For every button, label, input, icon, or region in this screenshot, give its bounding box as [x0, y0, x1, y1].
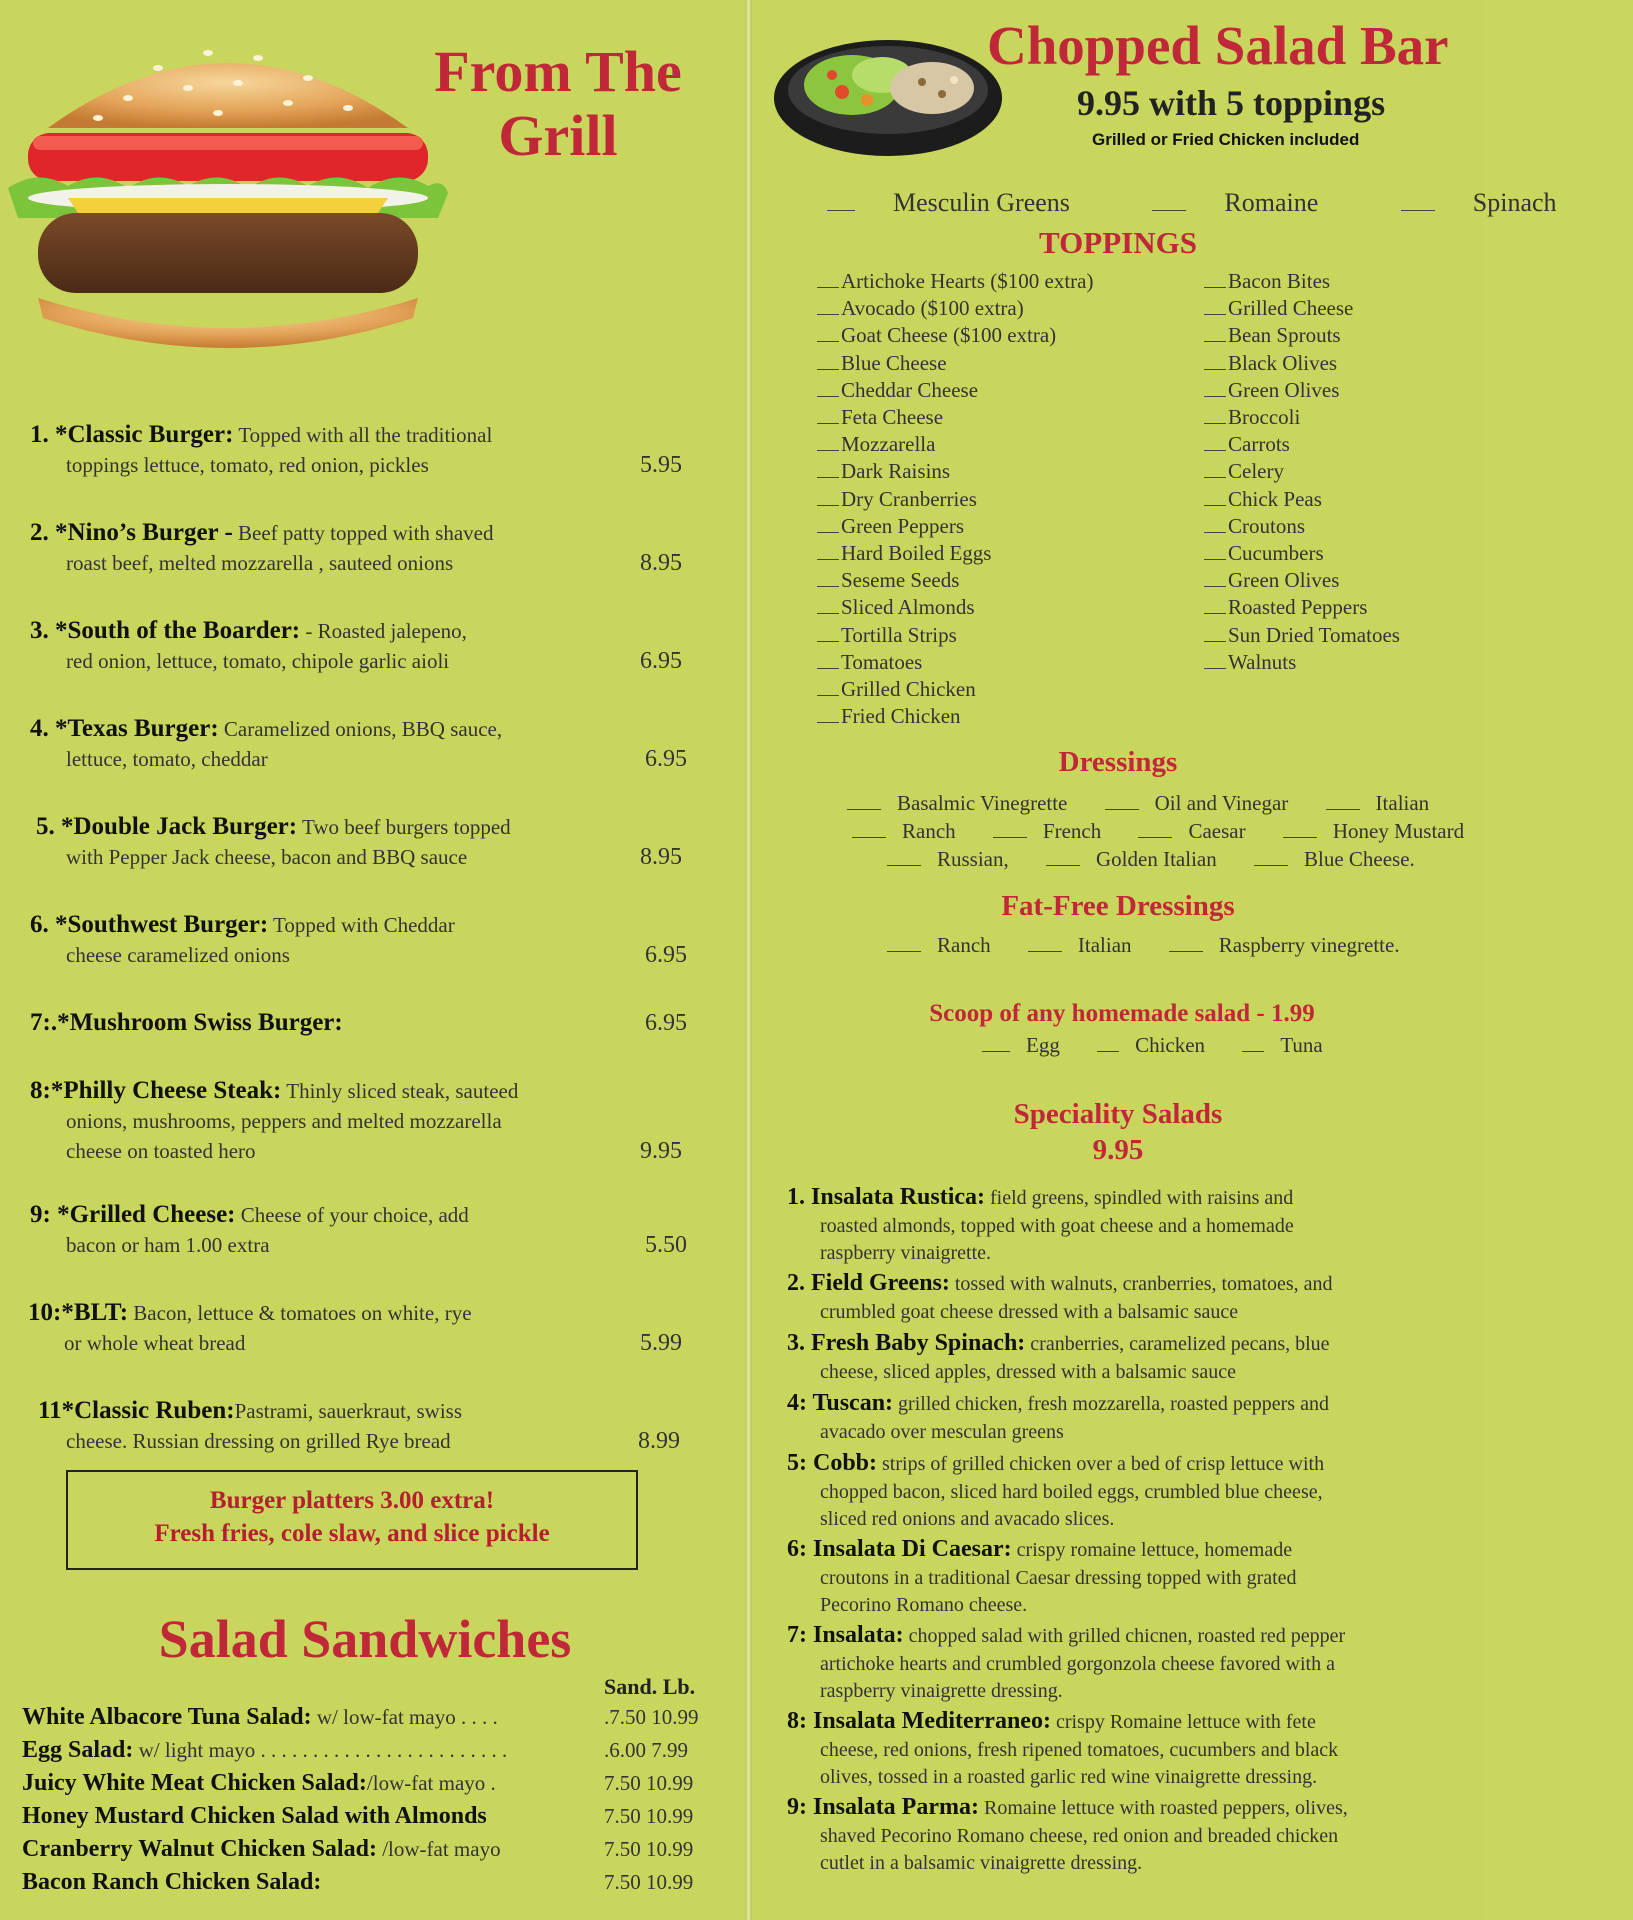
- dressing-option[interactable]: [1105, 791, 1305, 815]
- topping-option[interactable]: [817, 404, 1093, 431]
- salad-desc: strips of grilled chicken over a bed of crisp lettuce with: [877, 1453, 1325, 1475]
- topping-option[interactable]: [817, 513, 1093, 540]
- item-price: 5.99: [640, 1330, 682, 1356]
- salad-name: 8: Insalata Mediterraneo:: [787, 1708, 1051, 1734]
- checkbox-line: [1204, 423, 1226, 424]
- sandwich-note: w/ low-fat mayo . . . .: [311, 1705, 498, 1729]
- item-desc-2: lettuce, tomato, cheddar: [66, 747, 268, 771]
- salad-desc: roasted almonds, topped with goat cheese and a homemade: [820, 1214, 1294, 1237]
- item-desc: Topped with all the traditional: [233, 423, 493, 447]
- dressings-line-1: [847, 790, 1461, 817]
- grill-title-line2: Grill: [498, 103, 618, 168]
- scoop-option[interactable]: [982, 1033, 1076, 1057]
- sandwich-name: Juicy White Meat Chicken Salad:: [22, 1770, 367, 1796]
- item-desc-2: toppings lettuce, tomato, red onion, pickles: [66, 453, 429, 477]
- topping-option[interactable]: [817, 268, 1093, 295]
- item-price: 8.95: [640, 844, 682, 870]
- salad-desc: raspberry vinaigrette dressing.: [820, 1680, 1063, 1702]
- item-desc: Topped with Cheddar: [268, 913, 455, 937]
- topping-option[interactable]: [1204, 622, 1400, 649]
- dressing-option[interactable]: [1254, 847, 1431, 871]
- fat-free-label: Raspberry vinegrette.: [1218, 933, 1400, 957]
- item-desc-2: or whole wheat bread: [64, 1331, 246, 1355]
- item-name: 9: *Grilled Cheese:: [30, 1201, 236, 1228]
- salad-sandwich-row: [22, 1703, 722, 1731]
- salad-desc: raspberry vinaigrette.: [820, 1242, 992, 1264]
- item-price: 8.99: [638, 1428, 680, 1454]
- fat-free-option[interactable]: [887, 933, 1007, 957]
- topping-option[interactable]: [1204, 513, 1400, 540]
- salad-desc: olives, tossed in a roasted garlic red wine vinaigrette dressing.: [820, 1766, 1318, 1788]
- topping-label: Dark Raisins: [841, 459, 951, 484]
- item-name: 7:.*Mushroom Swiss Burger:: [30, 1009, 343, 1036]
- fat-free-label: Ranch: [937, 933, 991, 957]
- item-name: 2. *Nino’s Burger -: [30, 519, 233, 546]
- grill-item-4: [30, 714, 710, 774]
- topping-label: Bean Sprouts: [1228, 323, 1341, 348]
- greens-option[interactable]: [1401, 188, 1595, 217]
- topping-label: Sliced Almonds: [841, 595, 975, 620]
- toppings-right-list: [1204, 268, 1400, 676]
- salad-bowl-image: [772, 30, 1004, 160]
- dressing-option[interactable]: [1046, 847, 1233, 871]
- checkbox-line: [1204, 341, 1226, 342]
- item-name: 10:*BLT:: [28, 1299, 129, 1326]
- fat-free-dressings-title: Fat-Free Dressings: [1001, 890, 1235, 922]
- dressing-label: Caesar: [1188, 819, 1246, 843]
- topping-option[interactable]: [1204, 594, 1400, 621]
- speciality-salad-item: [787, 1270, 1482, 1326]
- topping-label: Cheddar Cheese: [841, 377, 979, 402]
- item-price: 5.95: [640, 452, 682, 478]
- dressing-label: Oil and Vinegar: [1154, 791, 1289, 815]
- item-desc-2: red onion, lettuce, tomato, chipole garlic aioli: [66, 649, 450, 673]
- grill-item-11: [38, 1396, 718, 1456]
- grill-item-7: [30, 1008, 710, 1038]
- checkbox-line: [817, 722, 839, 723]
- topping-label: Roasted Peppers: [1228, 595, 1368, 620]
- salad-sandwiches-header: Sand. Lb.: [604, 1674, 696, 1699]
- topping-label: Green Peppers: [841, 513, 965, 538]
- item-price: 6.95: [645, 942, 687, 968]
- item-desc: Beef patty topped with shaved: [232, 521, 494, 545]
- checkbox-line: [1204, 287, 1226, 288]
- checkbox-line: [817, 586, 839, 587]
- checkbox-line: [1204, 314, 1226, 315]
- salad-name: 9: Insalata Parma:: [787, 1794, 979, 1820]
- fat-free-option[interactable]: [1169, 933, 1416, 957]
- checkbox-line: [1204, 613, 1226, 614]
- salad-name: 5: Cobb:: [787, 1450, 878, 1476]
- speciality-salad-item: [787, 1622, 1482, 1706]
- salad-desc: crispy Romaine lettuce with fete: [1050, 1711, 1316, 1733]
- scoop-option[interactable]: [1242, 1033, 1338, 1057]
- speciality-price: 9.95: [1092, 1134, 1144, 1166]
- topping-option[interactable]: [817, 676, 1093, 703]
- item-name: 4. *Texas Burger:: [30, 715, 219, 742]
- item-desc-3: cheese on toasted hero: [66, 1139, 256, 1163]
- checkbox-line: [817, 396, 839, 397]
- checkbox-line: [1204, 505, 1226, 506]
- item-name: 1. *Classic Burger:: [30, 421, 234, 448]
- salad-desc: artichoke hearts and crumbled gorgonzola cheese favored with a: [820, 1652, 1335, 1675]
- dressing-option[interactable]: [1283, 819, 1480, 843]
- salad-name: 2. Field Greens:: [787, 1270, 950, 1296]
- scoop-label: Chicken: [1135, 1033, 1206, 1057]
- item-price: 8.95: [640, 550, 682, 576]
- item-price: 6.95: [645, 746, 687, 772]
- checkbox-line: [1204, 450, 1226, 451]
- topping-option[interactable]: [1204, 486, 1400, 513]
- burger-image: [8, 18, 448, 378]
- salad-sandwich-row: [22, 1868, 722, 1896]
- topping-label: Croutons: [1228, 513, 1306, 538]
- dressings-line-2: [852, 818, 1496, 845]
- item-desc-2: cheese caramelized onions: [66, 943, 290, 967]
- checkbox-line: [1204, 369, 1226, 370]
- salad-sandwiches-title: Salad Sandwiches: [158, 1609, 572, 1669]
- scoop-option[interactable]: [1097, 1033, 1221, 1057]
- grill-title-line1: From The: [434, 39, 682, 104]
- fat-free-dressings-line: [887, 932, 1432, 959]
- checkbox-line: [817, 641, 839, 642]
- speciality-salad-item: [787, 1450, 1482, 1534]
- sandwich-price: .7.50 10.99: [604, 1705, 699, 1729]
- salad-desc: crumbled goat cheese dressed with a balsamic sauce: [820, 1300, 1239, 1323]
- dressing-label: French: [1042, 819, 1102, 843]
- salad-sandwich-row: [22, 1736, 722, 1764]
- grill-item-10: [28, 1298, 708, 1358]
- topping-option[interactable]: [817, 486, 1093, 513]
- checkbox-line: [817, 668, 839, 669]
- checkbox-line: [1204, 668, 1226, 669]
- topping-label: Grilled Chicken: [841, 677, 976, 702]
- checkbox-line: [817, 477, 839, 478]
- topping-option[interactable]: [1204, 431, 1400, 458]
- topping-label: Tortilla Strips: [841, 622, 957, 647]
- item-desc-2: onions, mushrooms, peppers and melted mozzarella: [66, 1109, 502, 1133]
- item-desc: Thinly sliced steak, sauteed: [281, 1079, 519, 1103]
- sandwich-price: 7.50 10.99: [604, 1870, 694, 1894]
- item-desc-2: bacon or ham 1.00 extra: [66, 1233, 270, 1257]
- checkbox-line: [817, 369, 839, 370]
- salad-name: 4: Tuscan:: [787, 1390, 894, 1416]
- topping-option[interactable]: [1204, 649, 1400, 676]
- salad-bar-note: Grilled or Fried Chicken included: [1092, 130, 1360, 149]
- topping-label: Green Olives: [1228, 377, 1340, 402]
- item-desc-2: roast beef, melted mozzarella , sauteed onions: [66, 551, 454, 575]
- salad-desc: grilled chicken, fresh mozzarella, roasted peppers and: [893, 1393, 1329, 1415]
- item-name: 5. *Double Jack Burger:: [36, 813, 298, 840]
- salad-sandwich-row: [22, 1835, 722, 1863]
- grill-item-8: [30, 1076, 710, 1166]
- topping-option[interactable]: [1204, 295, 1400, 322]
- salad-bar-subtitle: 9.95 with 5 toppings: [1077, 83, 1386, 123]
- grill-item-2: [30, 518, 710, 578]
- speciality-title: Speciality Salads: [1013, 1098, 1223, 1130]
- dressing-label: Blue Cheese.: [1303, 847, 1415, 871]
- topping-label: Goat Cheese ($100 extra): [841, 323, 1057, 348]
- salad-name: 3. Fresh Baby Spinach:: [787, 1330, 1026, 1356]
- salad-desc: crispy romaine lettuce, homemade: [1011, 1539, 1293, 1561]
- scoop-label: Egg: [1026, 1033, 1060, 1057]
- dressing-option[interactable]: [1138, 819, 1261, 843]
- topping-label: Feta Cheese: [841, 405, 944, 430]
- grill-title: [418, 40, 698, 168]
- topping-label: Seseme Seeds: [841, 568, 960, 593]
- item-desc: Two beef burgers topped: [297, 815, 511, 839]
- topping-label: Walnuts: [1228, 649, 1297, 674]
- item-desc: Caramelized onions, BBQ sauce,: [218, 717, 503, 741]
- sandwich-name: Bacon Ranch Chicken Salad:: [22, 1869, 322, 1895]
- checkbox-line: [1204, 641, 1226, 642]
- greens-option[interactable]: [1152, 188, 1356, 217]
- sandwich-note: /low-fat mayo .: [366, 1771, 496, 1795]
- salad-desc: avacado over mesculan greens: [820, 1420, 1064, 1443]
- greens-label: Spinach: [1472, 188, 1557, 217]
- salad-desc: chopped bacon, sliced hard boiled eggs, crumbled blue cheese,: [820, 1480, 1323, 1503]
- dressing-option[interactable]: [993, 819, 1117, 843]
- sandwich-name: Egg Salad:: [22, 1737, 134, 1763]
- dressing-label: Russian,: [937, 847, 1009, 871]
- sandwich-name: Honey Mustard Chicken Salad with Almonds: [22, 1803, 487, 1829]
- salad-desc: cheese, sliced apples, dressed with a balsamic sauce: [820, 1360, 1236, 1383]
- menu-fold: [745, 0, 752, 1920]
- dressing-label: Italian: [1375, 791, 1430, 815]
- item-desc: Cheese of your choice, add: [235, 1203, 469, 1227]
- topping-label: Cucumbers: [1228, 541, 1324, 566]
- sandwich-note: w/ light mayo . . . . . . . . . . . . . . . . . . . . . . . .: [133, 1738, 508, 1762]
- dressing-label: Honey Mustard: [1332, 819, 1465, 843]
- checkbox-line: [1204, 477, 1226, 478]
- speciality-salad-item: [787, 1184, 1482, 1268]
- topping-option[interactable]: [817, 350, 1093, 377]
- toppings-left-list: [817, 268, 1093, 730]
- scoop-label: Tuna: [1280, 1033, 1323, 1057]
- speciality-salad-item: [787, 1390, 1482, 1446]
- salad-sandwich-row: [22, 1769, 722, 1797]
- topping-option[interactable]: [1204, 268, 1400, 295]
- topping-option[interactable]: [817, 649, 1093, 676]
- salad-name: 1. Insalata Rustica:: [787, 1184, 986, 1210]
- checkbox-line: [817, 287, 839, 288]
- grill-item-5: [30, 812, 710, 872]
- item-desc: Bacon, lettuce & tomatoes on white, rye: [128, 1301, 472, 1325]
- item-name: 11*Classic Ruben:: [38, 1397, 235, 1424]
- topping-label: Blue Cheese: [841, 350, 947, 375]
- dressings-line-3: [887, 846, 1447, 873]
- topping-label: Green Olives: [1228, 568, 1340, 593]
- greens-options: [827, 188, 1633, 218]
- sandwich-note: /low-fat mayo: [376, 1837, 501, 1861]
- dressing-option[interactable]: [1326, 791, 1446, 815]
- topping-label: Chick Peas: [1228, 486, 1322, 511]
- sandwich-name: Cranberry Walnut Chicken Salad:: [22, 1836, 377, 1862]
- topping-option[interactable]: [817, 377, 1093, 404]
- topping-option[interactable]: [817, 703, 1093, 730]
- dressings-title: Dressings: [1058, 746, 1178, 778]
- topping-label: Avocado ($100 extra): [841, 296, 1024, 321]
- topping-label: Broccoli: [1228, 405, 1301, 430]
- platter-line-1: Burger platters 3.00 extra!: [209, 1487, 495, 1514]
- topping-option[interactable]: [817, 322, 1093, 349]
- grill-item-9: [30, 1200, 710, 1260]
- sandwich-name: White Albacore Tuna Salad:: [22, 1704, 312, 1730]
- scoop-options: [982, 1032, 1355, 1059]
- topping-label: Dry Cranberries: [841, 486, 977, 511]
- dressing-label: Basalmic Vinegrette: [897, 791, 1068, 815]
- sandwich-price: .6.00 7.99: [604, 1738, 688, 1762]
- speciality-salad-item: [787, 1708, 1482, 1792]
- salad-bar-title: Chopped Salad Bar: [987, 15, 1449, 76]
- checkbox-line: [817, 505, 839, 506]
- topping-label: Bacon Bites: [1228, 269, 1331, 293]
- salad-desc: field greens, spindled with raisins and: [985, 1187, 1294, 1209]
- topping-label: Celery: [1228, 459, 1284, 484]
- toppings-title: TOPPINGS: [1039, 225, 1197, 260]
- topping-label: Sun Dried Tomatoes: [1228, 622, 1400, 647]
- topping-label: Tomatoes: [841, 649, 923, 674]
- topping-option[interactable]: [1204, 377, 1400, 404]
- topping-label: Hard Boiled Eggs: [841, 541, 992, 566]
- salad-sandwich-row: [22, 1802, 722, 1830]
- topping-label: Mozzarella: [841, 432, 936, 457]
- salad-desc: cheese, red onions, fresh ripened tomatoes, cucumbers and black: [820, 1738, 1339, 1761]
- item-desc: Pastrami, sauerkraut, swiss: [234, 1399, 463, 1423]
- checkbox-line: [817, 423, 839, 424]
- dressing-label: Golden Italian: [1096, 847, 1217, 871]
- grill-item-1: [30, 420, 710, 480]
- checkbox-line: [1204, 559, 1226, 560]
- salad-name: 6: Insalata Di Caesar:: [787, 1536, 1012, 1562]
- item-name: 6. *Southwest Burger:: [30, 911, 269, 938]
- platter-note-box: [66, 1470, 638, 1570]
- item-desc: - Roasted jalepeno,: [300, 619, 467, 643]
- checkbox-line: [1204, 586, 1226, 587]
- topping-label: Black Olives: [1228, 350, 1338, 375]
- platter-line-2: Fresh fries, cole slaw, and slice pickle: [154, 1520, 550, 1547]
- salad-desc: shaved Pecorino Romano cheese, red onion and breaded chicken: [820, 1824, 1339, 1847]
- checkbox-line: [817, 450, 839, 451]
- salad-desc: Romaine lettuce with roasted peppers, olives,: [978, 1797, 1348, 1819]
- topping-option[interactable]: [1204, 567, 1400, 594]
- salad-desc: chopped salad with grilled chicnen, roasted red pepper: [903, 1625, 1346, 1647]
- topping-option[interactable]: [1204, 540, 1400, 567]
- item-name: 8:*Philly Cheese Steak:: [30, 1077, 282, 1104]
- sandwich-price: 7.50 10.99: [604, 1837, 694, 1861]
- salad-desc: tossed with walnuts, cranberries, tomatoes, and: [949, 1273, 1333, 1295]
- topping-option[interactable]: [817, 295, 1093, 322]
- topping-label: Carrots: [1228, 432, 1290, 457]
- item-desc-2: with Pepper Jack cheese, bacon and BBQ sauce: [66, 845, 468, 869]
- item-price: 6.95: [645, 1010, 687, 1036]
- item-price: 6.95: [640, 648, 682, 674]
- item-price: 5.50: [645, 1232, 687, 1258]
- topping-option[interactable]: [1204, 322, 1400, 349]
- dressing-label: Ranch: [902, 819, 956, 843]
- salad-desc: Pecorino Romano cheese.: [820, 1594, 1028, 1616]
- topping-option[interactable]: [1204, 350, 1400, 377]
- grill-item-6: [30, 910, 710, 970]
- checkbox-line: [817, 559, 839, 560]
- checkbox-line: [1204, 532, 1226, 533]
- dressing-option[interactable]: [847, 791, 1083, 815]
- checkbox-line: [817, 695, 839, 696]
- topping-option[interactable]: [817, 567, 1093, 594]
- salad-desc: croutons in a traditional Caesar dressing topped with grated: [820, 1566, 1297, 1589]
- topping-option[interactable]: [817, 540, 1093, 567]
- greens-label: Romaine: [1224, 188, 1319, 217]
- salad-desc: cutlet in a balsamic vinaigrette dressing.: [820, 1852, 1143, 1874]
- salad-desc: sliced red onions and avacado slices.: [820, 1508, 1115, 1530]
- checkbox-line: [817, 341, 839, 342]
- item-name: 3. *South of the Boarder:: [30, 617, 301, 644]
- topping-label: Grilled Cheese: [1228, 296, 1354, 321]
- topping-option[interactable]: [1204, 458, 1400, 485]
- checkbox-line: [1204, 396, 1226, 397]
- fat-free-label: Italian: [1077, 933, 1132, 957]
- speciality-salad-item: [787, 1536, 1482, 1620]
- speciality-salad-item: [787, 1330, 1482, 1386]
- greens-label: Mesculin Greens: [893, 188, 1070, 217]
- checkbox-line: [817, 613, 839, 614]
- fat-free-option[interactable]: [1028, 933, 1148, 957]
- topping-option[interactable]: [817, 431, 1093, 458]
- salad-name: 7: Insalata:: [787, 1622, 904, 1648]
- scoop-title: Scoop of any homemade salad - 1.99: [929, 1000, 1315, 1027]
- speciality-salad-item: [787, 1794, 1482, 1878]
- grill-item-3: [30, 616, 710, 676]
- topping-option[interactable]: [817, 622, 1093, 649]
- topping-label: Fried Chicken: [841, 704, 961, 729]
- sandwich-price: 7.50 10.99: [604, 1771, 694, 1795]
- topping-option[interactable]: [817, 594, 1093, 621]
- checkbox-line: [817, 532, 839, 533]
- checkbox-line: [817, 314, 839, 315]
- item-price: 9.95: [640, 1138, 682, 1164]
- dressing-option[interactable]: [887, 847, 1025, 871]
- greens-option[interactable]: [827, 188, 1108, 217]
- topping-option[interactable]: [1204, 404, 1400, 431]
- salad-desc: cranberries, caramelized pecans, blue: [1025, 1333, 1330, 1355]
- topping-label: Artichoke Hearts ($100 extra): [841, 269, 1094, 293]
- left-panel: [0, 0, 745, 1920]
- dressing-option[interactable]: [852, 819, 972, 843]
- right-panel: [752, 0, 1557, 1920]
- item-desc-2: cheese. Russian dressing on grilled Rye bread: [66, 1429, 451, 1453]
- topping-option[interactable]: [817, 458, 1093, 485]
- sandwich-price: 7.50 10.99: [604, 1804, 694, 1828]
